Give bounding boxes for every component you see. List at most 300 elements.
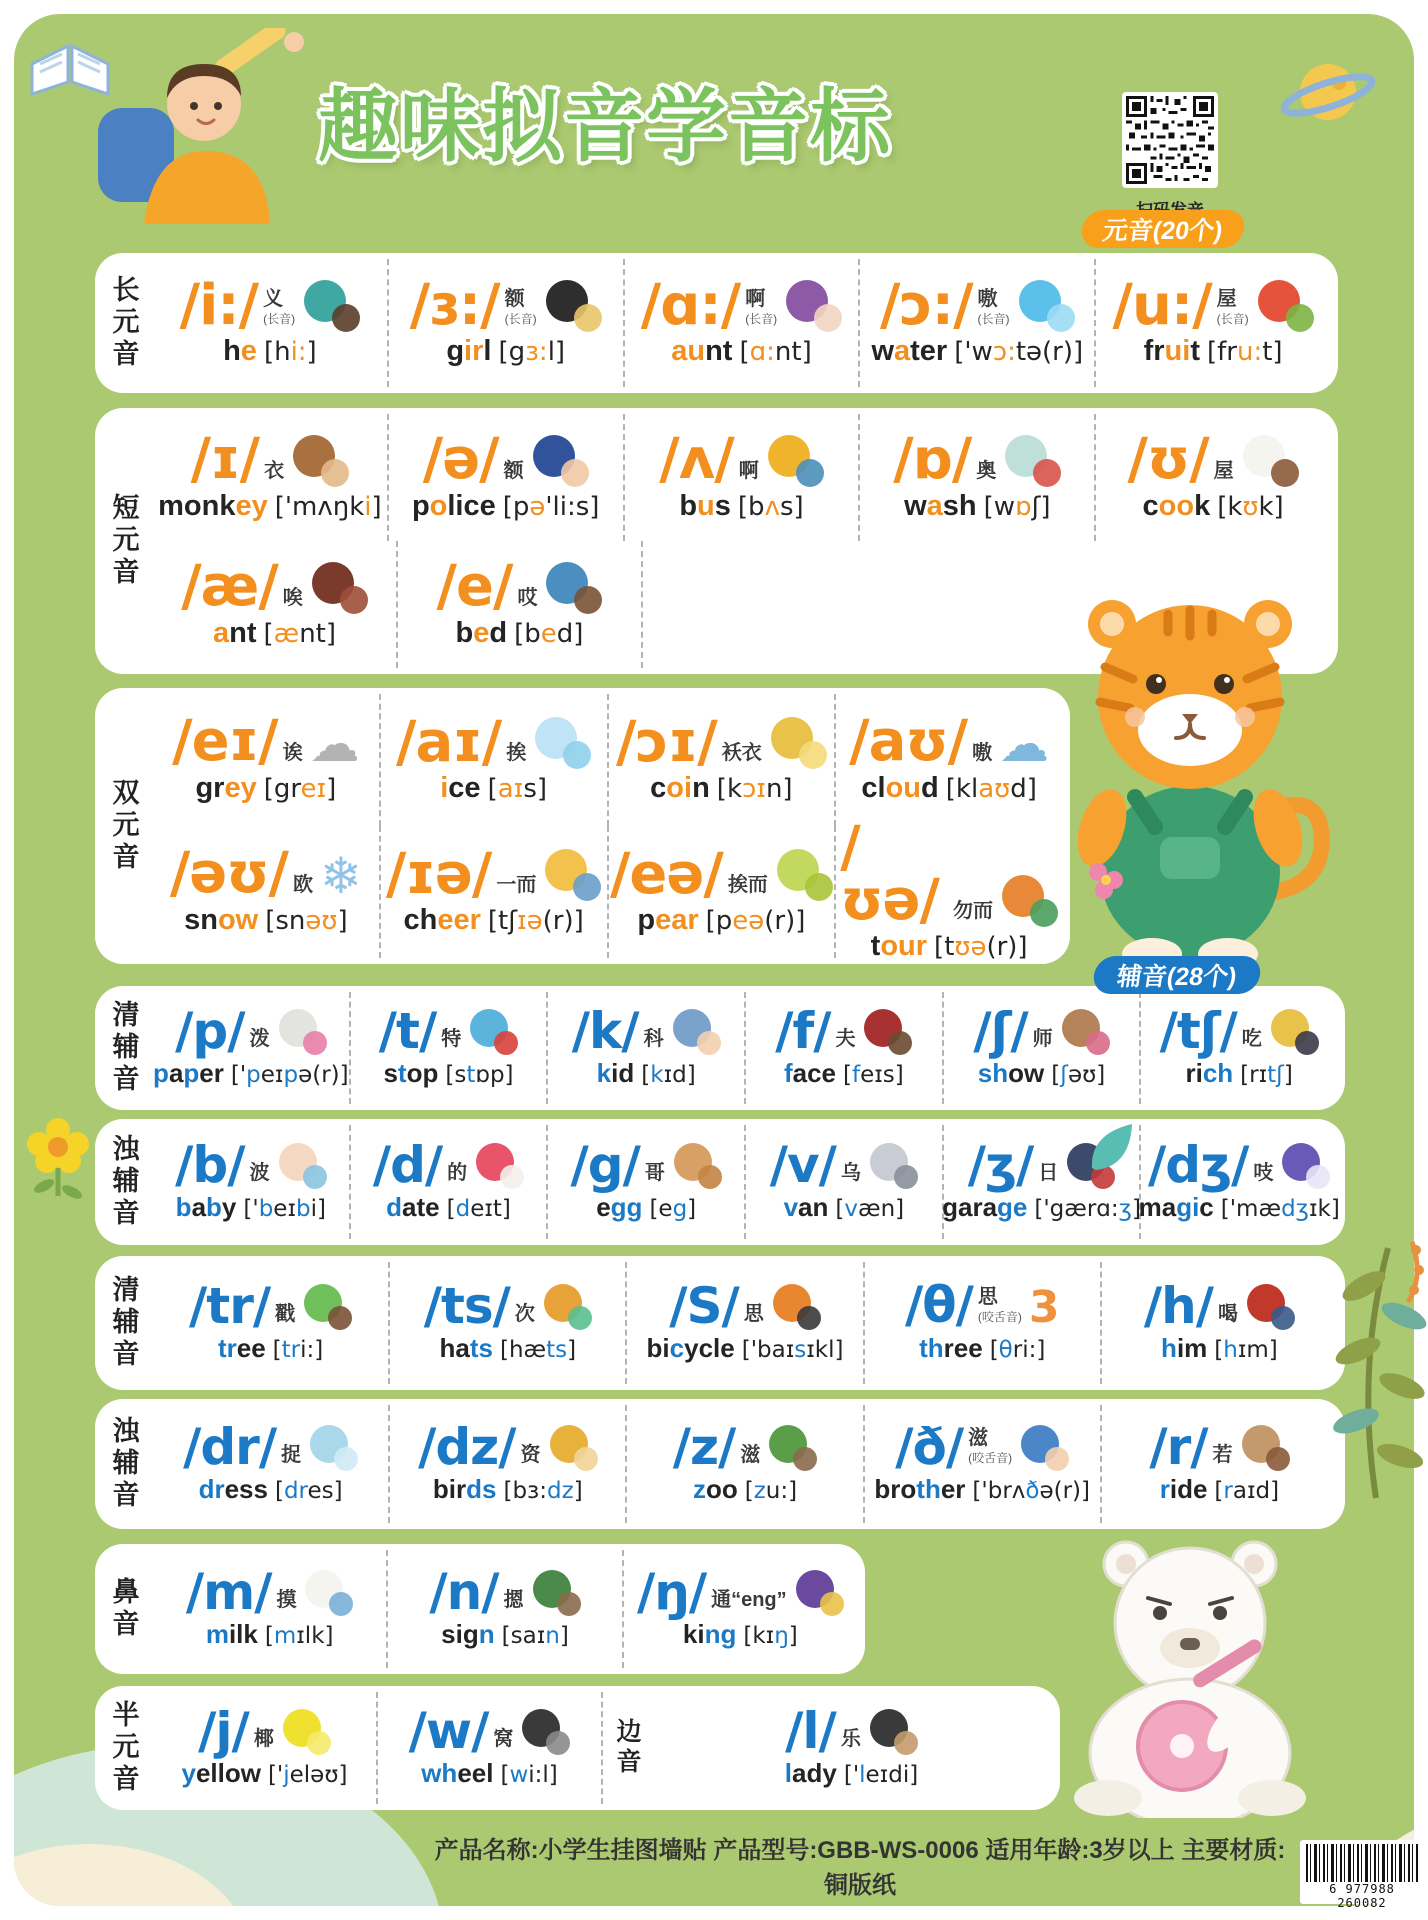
- phoneme-symbol: /ɜ:/: [409, 272, 500, 338]
- barcode-number: 6 977988 260082: [1329, 1882, 1395, 1910]
- example-word: cloud: [861, 771, 939, 804]
- phoneme-item: [386, 1550, 621, 1668]
- example-pronunciation: ['jeləʊ]: [267, 1762, 348, 1788]
- phoneme-symbol: /h/: [1143, 1276, 1213, 1335]
- phoneme-symbol: /ʊə/: [840, 814, 939, 933]
- example-word: hats: [439, 1333, 493, 1363]
- sitting-boy-icon: [1245, 1282, 1295, 1330]
- phoneme-symbol: /ɔɪ/: [616, 709, 717, 775]
- pointing-boy-illustration: [86, 28, 314, 224]
- example-word: tree: [217, 1333, 266, 1363]
- mnemonic-char: 勿而: [953, 900, 993, 923]
- cheering-boy-icon: [543, 847, 601, 901]
- phoneme-item: [858, 414, 1094, 541]
- example-word: brother: [874, 1474, 966, 1504]
- mnemonic-char: 啊: [738, 459, 759, 482]
- example-word: coin: [650, 772, 710, 804]
- mnemonic: [504, 460, 524, 482]
- teal-leaf-icon: [1086, 1118, 1138, 1174]
- wheel-icon: [520, 1707, 570, 1755]
- qr-code: [1122, 92, 1218, 188]
- section-card-diphthongs: [95, 688, 1070, 964]
- example-word: girl: [446, 335, 492, 367]
- example-word: fruit: [1143, 335, 1200, 367]
- example-pronunciation: ['wɔ:tə(r)]: [954, 337, 1084, 367]
- mnemonic: [264, 460, 284, 482]
- example-word: face: [783, 1058, 836, 1088]
- mnemonic-char: 若: [1212, 1444, 1233, 1466]
- phoneme-symbol: /ts/: [423, 1276, 510, 1335]
- section-card-nasals: [95, 1544, 865, 1674]
- mnemonic-char: 欧: [293, 873, 313, 896]
- example-pronunciation: [zu:]: [744, 1478, 798, 1504]
- doll-girl-icon: [544, 278, 602, 332]
- mnemonic: [276, 1589, 296, 1611]
- phoneme-item: [153, 541, 398, 668]
- mnemonic-char: 哥: [644, 1162, 665, 1184]
- phoneme-item: [623, 259, 859, 387]
- section-sublabel: 边音: [613, 1718, 641, 1778]
- woman-face-icon: [862, 1007, 912, 1055]
- mnemonic-char: 奥: [976, 459, 997, 482]
- example-word: stop: [383, 1058, 439, 1088]
- phoneme-symbol: /i:/: [179, 272, 259, 338]
- mnemonic-note: (咬舌音): [968, 1451, 1013, 1465]
- mnemonic-char: 窝: [493, 1728, 514, 1750]
- barcode-bars: [1306, 1844, 1418, 1882]
- aunt-icon: [784, 278, 842, 332]
- example-pronunciation: [kɪŋ]: [743, 1623, 798, 1649]
- phoneme-item: [625, 1262, 862, 1384]
- mnemonic-char: 一而: [496, 874, 537, 896]
- lady-icon: [868, 1707, 918, 1755]
- phoneme-symbol: /p/: [175, 1001, 245, 1060]
- poster-title: 趣味拟音学音标: [318, 82, 892, 171]
- example-pronunciation: [θri:]: [989, 1336, 1046, 1363]
- phoneme-item: [387, 259, 623, 387]
- section-label: 清辅音: [108, 1000, 139, 1096]
- example-word: water: [871, 335, 948, 367]
- mnemonic-char: 嗷: [972, 741, 993, 764]
- example-pronunciation: ['gærɑ:ʒ]: [1034, 1196, 1141, 1222]
- phoneme-item: [744, 992, 942, 1104]
- phoneme-symbol: /j/: [198, 1701, 249, 1760]
- phoneme-item: [153, 826, 379, 958]
- phoneme-symbol: /ʊ/: [1127, 427, 1209, 493]
- phoneme-item: [1100, 1262, 1337, 1384]
- phoneme-symbol: /æ/: [181, 554, 278, 620]
- phoneme-item: [1100, 1405, 1337, 1523]
- example-word: sign: [441, 1619, 495, 1649]
- phoneme-symbol: /tr/: [189, 1276, 271, 1335]
- mnemonic-char: 摁: [503, 1589, 524, 1611]
- mnemonic: [972, 742, 992, 764]
- brothers-icon: [1019, 1423, 1069, 1471]
- mnemonic-char: 次: [514, 1303, 535, 1325]
- phoneme-item: [387, 414, 623, 541]
- phoneme-symbol: /r/: [1149, 1417, 1208, 1476]
- mnemonic-char: 屋: [1213, 459, 1234, 482]
- section-card-long-vowels: [95, 253, 1338, 393]
- phoneme-item: [858, 259, 1094, 387]
- phoneme-item: [834, 694, 1062, 826]
- phoneme-symbol: /v/: [769, 1135, 836, 1194]
- mnemonic: [521, 1444, 541, 1466]
- mnemonic: [841, 1728, 861, 1750]
- example-word: show: [977, 1058, 1045, 1088]
- mnemonic: [744, 1303, 764, 1325]
- mnemonic-char: 乐: [840, 1728, 861, 1750]
- clouds-icon: ☁: [999, 714, 1050, 773]
- mnemonic: [841, 1162, 861, 1184]
- phoneme-item: [398, 541, 643, 668]
- vowel-count-badge: 元音(20个): [1079, 210, 1246, 248]
- section-label: 浊辅音: [108, 1416, 139, 1512]
- mnemonic-char: 特: [441, 1028, 462, 1050]
- mnemonic: [506, 742, 526, 764]
- mnemonic: [1033, 1028, 1053, 1050]
- example-word: tour: [870, 930, 928, 963]
- example-pronunciation: [wi:l]: [500, 1762, 558, 1788]
- phoneme-symbol: /eɪ/: [172, 709, 278, 775]
- phoneme-symbol: /ɒ/: [893, 427, 972, 493]
- example-word: ride: [1159, 1474, 1208, 1504]
- phoneme-item: [1094, 414, 1330, 541]
- section-card-voiced-consonants-2: [95, 1399, 1345, 1529]
- example-word: bus: [679, 489, 731, 522]
- example-word: milk: [205, 1619, 258, 1649]
- mnemonic: [1038, 1162, 1058, 1184]
- chef-icon: [1241, 433, 1299, 487]
- example-word: ant: [212, 616, 257, 649]
- numeral-three-icon: 3: [1028, 1281, 1060, 1333]
- example-word: baby: [175, 1192, 237, 1222]
- mnemonic-char: 义: [263, 288, 284, 310]
- bus-icon: [766, 433, 824, 487]
- example-word: monkey: [158, 489, 268, 522]
- mnemonic: [505, 288, 537, 327]
- horse-riding-icon: [1240, 1423, 1290, 1471]
- phoneme-item: [153, 1692, 376, 1804]
- phoneme-symbol: /tʃ/: [1159, 1001, 1237, 1060]
- mnemonic: [250, 1028, 270, 1050]
- qr-block: [1122, 92, 1218, 221]
- mnemonic-char: 摸: [276, 1589, 297, 1611]
- mnemonic: [722, 742, 762, 764]
- mnemonic: [978, 288, 1010, 327]
- phoneme-symbol: /n/: [429, 1562, 499, 1621]
- mnemonic: [728, 874, 768, 896]
- phoneme-symbol: /u:/: [1112, 272, 1212, 338]
- mnemonic: [835, 1028, 855, 1050]
- phoneme-item: [942, 992, 1140, 1104]
- example-pronunciation: [gɜ:l]: [498, 337, 566, 367]
- example-pronunciation: ['baɪsɪkl]: [741, 1337, 844, 1363]
- example-pronunciation: ['brʌðə(r)]: [972, 1478, 1090, 1504]
- phoneme-item: [1094, 259, 1330, 387]
- example-pronunciation: [ænt]: [263, 618, 337, 649]
- phoneme-item: [376, 1692, 603, 1804]
- phoneme-symbol: /aʊ/: [849, 709, 968, 775]
- mnemonic-char: 喝: [1217, 1303, 1238, 1325]
- phoneme-item: [863, 1405, 1100, 1523]
- hats-icon: [542, 1282, 592, 1330]
- example-pronunciation: [fru:t]: [1206, 337, 1283, 367]
- mnemonic-char: 吃: [1241, 1028, 1262, 1050]
- example-pronunciation: ['leɪdi]: [843, 1762, 919, 1788]
- mnemonic-char: 椰: [253, 1728, 274, 1750]
- example-word: snow: [184, 903, 259, 936]
- example-word: police: [411, 489, 496, 522]
- mnemonic-char: 挨而: [727, 874, 768, 896]
- mnemonic: [504, 1589, 524, 1611]
- phoneme-item: [153, 259, 387, 387]
- phoneme-item: [153, 1125, 349, 1239]
- example-word: wheel: [421, 1758, 494, 1788]
- phoneme-symbol: /ʒ/: [967, 1135, 1034, 1194]
- phoneme-item: [622, 1550, 857, 1668]
- example-pronunciation: ['mʌŋki]: [274, 491, 382, 522]
- phoneme-symbol: /dz/: [418, 1417, 516, 1476]
- section-card-voiceless-consonants-2: [95, 1256, 1345, 1390]
- section-label: 短元音: [108, 493, 139, 589]
- snowflakes-icon: ❄: [320, 846, 362, 905]
- mnemonic: [517, 587, 537, 609]
- phoneme-symbol: /aɪ/: [396, 709, 502, 775]
- mnemonic-char: 吱: [1253, 1162, 1274, 1184]
- monkey-icon: [291, 433, 349, 487]
- phoneme-item: [388, 1262, 625, 1384]
- mnemonic-char: 乌: [840, 1162, 861, 1184]
- example-pronunciation: [ɑ:nt]: [739, 337, 812, 367]
- example-pronunciation: [bʌs]: [737, 491, 804, 522]
- example-pronunciation: [feɪs]: [843, 1062, 904, 1088]
- mnemonic: [263, 288, 295, 327]
- phoneme-symbol: /k/: [571, 1001, 639, 1060]
- phoneme-symbol: /ʌ/: [659, 427, 734, 493]
- example-pronunciation: [hɪm]: [1214, 1337, 1278, 1363]
- example-pronunciation: [bed]: [514, 618, 584, 649]
- example-word: rich: [1185, 1058, 1234, 1088]
- example-word: ice: [440, 772, 481, 804]
- grey-clouds-icon: ☁: [309, 714, 360, 773]
- mnemonic: [740, 1444, 760, 1466]
- example-word: dress: [198, 1474, 268, 1504]
- example-word: kid: [596, 1058, 635, 1088]
- mnemonic: [293, 874, 313, 896]
- milk-icon: [303, 1568, 353, 1616]
- dish-washing-icon: [1003, 433, 1061, 487]
- section-label: 长元音: [108, 275, 139, 371]
- mnemonic-note: (长音): [1216, 312, 1249, 326]
- mnemonic-char: 日: [1038, 1162, 1059, 1184]
- example-pronunciation: [mɪlk]: [264, 1623, 334, 1649]
- mnemonic-char: 泼: [249, 1028, 270, 1050]
- phoneme-item: [153, 694, 379, 826]
- phoneme-symbol: /ə/: [422, 427, 499, 493]
- phoneme-item: [651, 1692, 1052, 1804]
- example-pronunciation: [greɪ]: [263, 773, 337, 804]
- phoneme-symbol: /ŋ/: [636, 1562, 707, 1621]
- bicycle-icon: [771, 1282, 821, 1330]
- example-word: lady: [784, 1758, 837, 1788]
- mnemonic-char: 戳: [275, 1303, 296, 1325]
- mnemonic: [447, 1162, 467, 1184]
- mnemonic: [1218, 1303, 1238, 1325]
- magician-icon: [1280, 1141, 1330, 1189]
- example-pronunciation: [deɪt]: [446, 1196, 511, 1222]
- phoneme-symbol: /eə/: [609, 841, 723, 907]
- example-word: zoo: [692, 1474, 738, 1504]
- example-pronunciation: [hæts]: [499, 1337, 577, 1363]
- phoneme-item: [625, 1405, 862, 1523]
- example-pronunciation: [bɜ:dz]: [503, 1478, 583, 1504]
- example-pronunciation: [wɒʃ]: [983, 491, 1051, 522]
- mnemonic: [1253, 1162, 1273, 1184]
- example-word: pear: [637, 904, 699, 936]
- example-pronunciation: [hi:]: [263, 337, 317, 367]
- phoneme-item: [153, 1550, 386, 1668]
- phoneme-item: [1138, 1125, 1340, 1239]
- example-pronunciation: ['peɪpə(r)]: [230, 1062, 349, 1088]
- phoneme-item: [153, 414, 387, 541]
- consonant-count-badge: 辅音(28个): [1091, 956, 1262, 994]
- example-word: he: [223, 335, 257, 367]
- phoneme-symbol: /ʃ/: [973, 1001, 1028, 1060]
- example-pronunciation: [snəʊ]: [265, 905, 348, 936]
- kid-icon: [671, 1007, 721, 1055]
- phoneme-symbol: /m/: [185, 1562, 272, 1621]
- mnemonic-char: 诶: [282, 741, 303, 764]
- phoneme-item: [379, 826, 607, 958]
- mnemonic-char: 夫: [835, 1028, 856, 1050]
- stop-boy-icon: [468, 1007, 518, 1055]
- phoneme-item: [349, 1125, 547, 1239]
- section-label: 双元音: [108, 778, 139, 874]
- section-label: 清辅音: [108, 1275, 139, 1371]
- mnemonic: [515, 1303, 535, 1325]
- egg-basket-icon: [672, 1141, 722, 1189]
- product-info: 产品名称:小学生挂图墙贴 产品型号:GBB-WS-0006 适用年龄:3岁以上 主要材质:铜版纸: [434, 1837, 1286, 1899]
- mnemonic-char: 袄衣: [721, 742, 762, 764]
- example-word: cheer: [403, 904, 481, 936]
- phoneme-item: [744, 1125, 942, 1239]
- example-pronunciation: [eg]: [649, 1196, 697, 1222]
- tree-icon: [302, 1282, 352, 1330]
- mnemonic: [283, 587, 303, 609]
- mnemonic: [493, 1728, 513, 1750]
- phoneme-symbol: /f/: [775, 1001, 831, 1060]
- mnemonic-note: (长音): [745, 312, 778, 326]
- calendar-icon: [474, 1141, 524, 1189]
- example-pronunciation: [raɪd]: [1214, 1478, 1280, 1504]
- phoneme-symbol: /l/: [785, 1701, 836, 1760]
- example-word: aunt: [671, 335, 733, 367]
- mnemonic: [281, 1444, 301, 1466]
- phoneme-symbol: /dʒ/: [1148, 1135, 1249, 1194]
- mnemonic: [1214, 460, 1234, 482]
- phoneme-item: [623, 414, 859, 541]
- example-word: egg: [596, 1192, 643, 1222]
- mnemonic: [1217, 288, 1249, 327]
- example-word: king: [682, 1619, 737, 1649]
- phoneme-item: [546, 992, 744, 1104]
- mnemonic: [1242, 1028, 1262, 1050]
- mnemonic-char: 科: [643, 1028, 664, 1050]
- example-pronunciation: [kɔɪn]: [716, 774, 793, 804]
- phoneme-symbol: /e/: [436, 554, 513, 620]
- phoneme-symbol: /ð/: [895, 1417, 964, 1476]
- yellow-flower-icon: [22, 1116, 94, 1204]
- example-pronunciation: [pə'li:s]: [502, 491, 600, 522]
- mnemonic: [250, 1162, 270, 1184]
- example-pronunciation: [tri:]: [272, 1337, 324, 1363]
- example-pronunciation: [saɪn]: [501, 1623, 569, 1649]
- phoneme-symbol: /b/: [175, 1135, 245, 1194]
- section-card-voiceless-consonants-1: [95, 986, 1345, 1110]
- mnemonic: [711, 1589, 787, 1611]
- bed-icon: [544, 560, 602, 614]
- phoneme-symbol: /ɔ:/: [880, 272, 973, 338]
- phoneme-symbol: /g/: [570, 1135, 640, 1194]
- phoneme-symbol: /ɪə/: [385, 841, 492, 907]
- van-icon: [868, 1141, 918, 1189]
- phoneme-item: [546, 1125, 744, 1239]
- section-label: 半元音: [108, 1700, 139, 1796]
- mnemonic-char: 额: [503, 459, 524, 482]
- mnemonic-note: (咬舌音): [977, 1309, 1022, 1324]
- gold-coins-icon: [769, 715, 827, 769]
- mnemonic-char: 通“eng”: [711, 1589, 787, 1611]
- phoneme-symbol: /θ/: [904, 1276, 973, 1335]
- mnemonic-char: 思: [977, 1285, 998, 1308]
- example-word: date: [386, 1192, 440, 1222]
- mnemonic-note: (长音): [263, 312, 296, 326]
- example-pronunciation: [kɪd]: [641, 1062, 696, 1088]
- phoneme-symbol: /z/: [672, 1417, 736, 1476]
- mnemonic: [978, 1286, 1022, 1325]
- mnemonic-char: 挨: [506, 742, 527, 764]
- section-label: 浊辅音: [108, 1134, 139, 1230]
- example-pronunciation: [aɪs]: [487, 774, 548, 804]
- example-word: yellow: [181, 1758, 261, 1788]
- example-word: birds: [432, 1474, 497, 1504]
- example-pronunciation: [væn]: [835, 1196, 905, 1222]
- example-pronunciation: [rɪtʃ]: [1240, 1062, 1293, 1088]
- phoneme-symbol: /əʊ/: [169, 841, 288, 907]
- tiger-illustration: [1040, 570, 1340, 972]
- example-pronunciation: [klaʊd]: [945, 773, 1037, 804]
- ice-cube-icon: [533, 715, 591, 769]
- mnemonic-char: 思: [743, 1303, 764, 1325]
- mnemonic: [275, 1303, 295, 1325]
- mnemonic-note: (长音): [504, 312, 537, 326]
- example-word: paper: [153, 1058, 224, 1088]
- polar-bear-illustration: [1030, 1526, 1350, 1818]
- example-pronunciation: [ʃəʊ]: [1051, 1062, 1106, 1088]
- mnemonic-char: 嗷: [977, 288, 998, 310]
- phoneme-item: [153, 992, 349, 1104]
- plant-leaves-icon: [1316, 1236, 1428, 1504]
- mnemonic-char: 衣: [264, 459, 285, 482]
- mnemonic: [745, 288, 777, 327]
- section-card-semivowels: [95, 1686, 1060, 1810]
- boy-icon: [302, 278, 360, 332]
- phoneme-item: [607, 694, 835, 826]
- music-show-icon: [1060, 1007, 1110, 1055]
- mnemonic: [968, 1427, 1012, 1466]
- example-word: wash: [904, 489, 977, 522]
